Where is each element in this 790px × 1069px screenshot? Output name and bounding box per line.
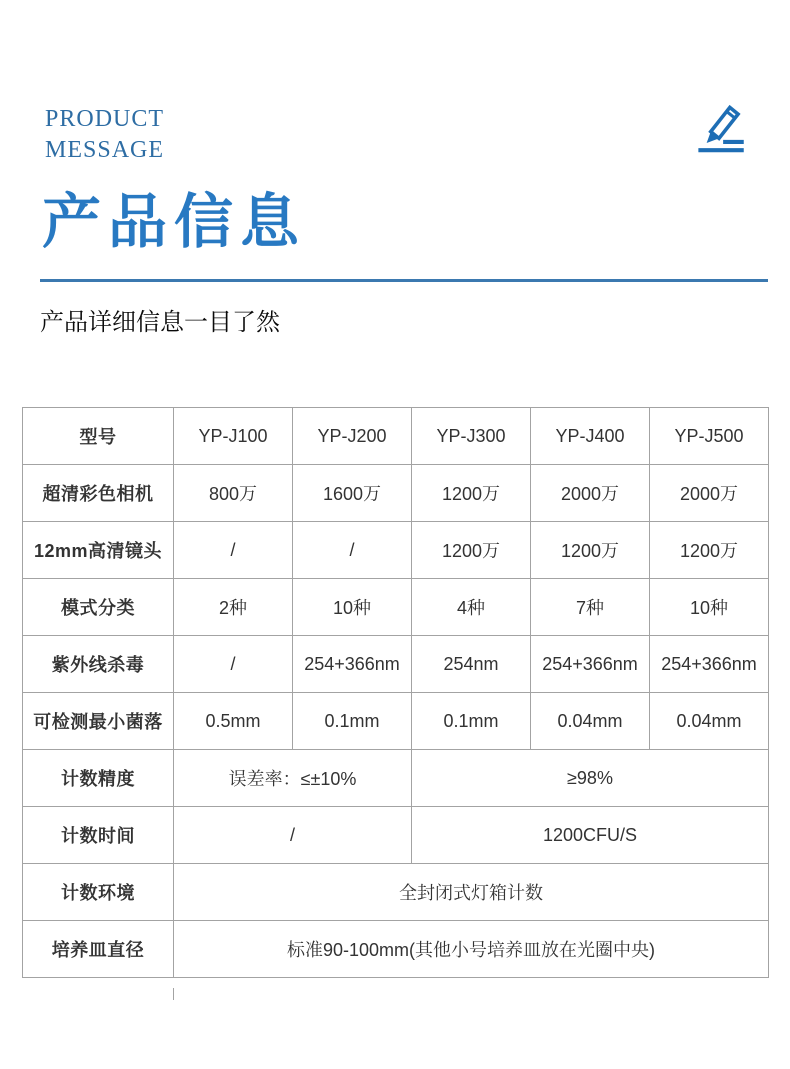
spec-cell: YP-J400 — [531, 408, 650, 465]
spec-cell: YP-J500 — [650, 408, 769, 465]
eyebrow-text — [45, 104, 164, 166]
row-label: 可检测最小菌落 — [23, 693, 174, 750]
eyebrow-line1: PRODUCT — [45, 106, 165, 132]
spec-cell: 10种 — [293, 579, 412, 636]
spec-cell: 0.5mm — [174, 693, 293, 750]
spec-cell: 1200万 — [531, 522, 650, 579]
table-border-tail — [173, 988, 174, 1000]
spec-cell: 10种 — [650, 579, 769, 636]
spec-cell: 标准90-100mm(其他小号培养皿放在光圈中央) — [174, 921, 769, 978]
spec-cell: 0.04mm — [650, 693, 769, 750]
spec-cell: 254nm — [412, 636, 531, 693]
spec-cell: 254+366nm — [293, 636, 412, 693]
spec-cell: / — [174, 807, 412, 864]
spec-cell: 1600万 — [293, 465, 412, 522]
row-label: 计数精度 — [23, 750, 174, 807]
spec-cell: 1200万 — [650, 522, 769, 579]
spec-cell: / — [293, 522, 412, 579]
table-row-accuracy — [23, 750, 769, 807]
title-divider — [40, 279, 768, 282]
spec-cell: 2000万 — [650, 465, 769, 522]
spec-cell: 1200CFU/S — [412, 807, 769, 864]
row-label: 紫外线杀毒 — [23, 636, 174, 693]
spec-cell: 254+366nm — [650, 636, 769, 693]
table-row-model — [23, 408, 769, 465]
spec-cell: 0.1mm — [412, 693, 531, 750]
pencil-icon — [686, 94, 752, 160]
spec-cell: 1200万 — [412, 465, 531, 522]
table-row-uv — [23, 636, 769, 693]
row-label: 计数环境 — [23, 864, 174, 921]
row-label: 模式分类 — [23, 579, 174, 636]
spec-cell: 1200万 — [412, 522, 531, 579]
spec-cell: ≥98% — [412, 750, 769, 807]
spec-cell: YP-J300 — [412, 408, 531, 465]
spec-cell: 0.1mm — [293, 693, 412, 750]
row-label: 计数时间 — [23, 807, 174, 864]
spec-cell: 800万 — [174, 465, 293, 522]
row-label: 超清彩色相机 — [23, 465, 174, 522]
spec-cell: 254+366nm — [531, 636, 650, 693]
table-row-lens — [23, 522, 769, 579]
spec-cell: 4种 — [412, 579, 531, 636]
spec-table — [22, 407, 769, 978]
table-row-count-time — [23, 807, 769, 864]
table-row-camera — [23, 465, 769, 522]
row-label: 12mm高清镜头 — [23, 522, 174, 579]
spec-cell: YP-J200 — [293, 408, 412, 465]
spec-cell: 7种 — [531, 579, 650, 636]
table-row-modes — [23, 579, 769, 636]
row-label: 型号 — [23, 408, 174, 465]
table-row-dish-diameter — [23, 921, 769, 978]
table-row-min-colony — [23, 693, 769, 750]
spec-cell: / — [174, 636, 293, 693]
spec-cell: 误差率：≤±10% — [174, 750, 412, 807]
page-title: 产品信息 — [42, 189, 307, 255]
page-subtitle: 产品详细信息一目了然 — [40, 310, 280, 336]
spec-cell: / — [174, 522, 293, 579]
spec-cell: 2000万 — [531, 465, 650, 522]
row-label: 培养皿直径 — [23, 921, 174, 978]
spec-cell: YP-J100 — [174, 408, 293, 465]
spec-cell: 0.04mm — [531, 693, 650, 750]
spec-cell: 2种 — [174, 579, 293, 636]
eyebrow-line2: MESSAGE — [45, 137, 165, 163]
spec-cell: 全封闭式灯箱计数 — [174, 864, 769, 921]
table-row-environment — [23, 864, 769, 921]
